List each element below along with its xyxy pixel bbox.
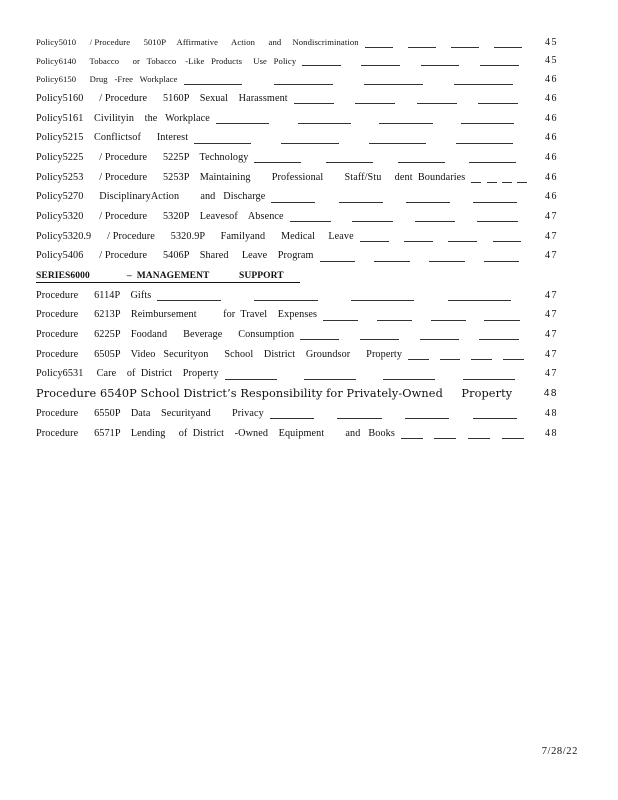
toc-page-number: 46 — [545, 112, 558, 124]
dot-leader — [300, 325, 530, 345]
dot-leader — [365, 33, 530, 52]
toc-page-number: 47 — [545, 348, 558, 360]
dot-leader — [360, 226, 530, 246]
toc-entry-title: Policy6531 Care of District Property — [36, 368, 219, 380]
dot-leader — [323, 305, 530, 325]
toc-entry-title: Procedure 6225P Foodand Beverage Consumption — [36, 329, 295, 341]
dot-leader — [184, 70, 530, 89]
toc-entry — [36, 167, 558, 187]
series-heading — [36, 266, 558, 286]
dot-leader — [216, 108, 530, 128]
toc-entry — [36, 246, 558, 266]
toc-page-number: 47 — [545, 230, 558, 242]
toc-entry — [36, 285, 558, 305]
dot-leader — [271, 187, 530, 207]
toc-entry — [36, 33, 558, 52]
dot-leader — [225, 364, 530, 384]
toc-entry-title: Policy5320.9 / Procedure 5320.9P Familyand Medical Leave — [36, 230, 354, 242]
dot-leader — [471, 167, 530, 187]
toc-entry — [36, 128, 558, 148]
toc-page-number: 48 — [545, 407, 558, 419]
toc-entry-title: Policy6150 Drug -Free Workplace — [36, 74, 178, 85]
toc-entry-title: Policy5320 / Procedure 5320P Leavesof Absence — [36, 210, 284, 222]
toc-page-number: 47 — [545, 368, 558, 380]
dot-leader — [302, 52, 530, 71]
toc-entry — [36, 52, 558, 71]
toc-page-number: 46 — [545, 92, 558, 104]
toc-entry — [36, 148, 558, 168]
toc-page-number: 46 — [545, 151, 558, 163]
toc-entry-title: SERIES6000 – MANAGEMENT SUPPORT — [36, 270, 284, 281]
toc-entry-title: Policy5161 Civilityin the Workplace — [36, 112, 210, 124]
toc-page-number: 47 — [545, 309, 558, 321]
toc-entry-title: Policy5010 / Procedure 5010P Affirmative Action and Nondiscrimination — [36, 37, 359, 48]
toc-page-number: 47 — [545, 250, 558, 262]
toc-entry-title: Policy5160 / Procedure 5160P Sexual Harassment — [36, 92, 288, 104]
toc-entry — [36, 108, 558, 128]
toc-entry-title: Policy6140 Tobacco or Tobacco -Like Products Use Policy — [36, 55, 297, 66]
dot-leader — [290, 207, 530, 227]
toc-page-number: 46 — [545, 191, 558, 203]
series-underline — [36, 282, 300, 283]
toc-page-number: 45 — [545, 36, 558, 48]
dot-leader — [270, 404, 530, 424]
toc-entry — [36, 364, 558, 384]
toc-page-number: 45 — [545, 55, 558, 67]
dot-leader — [194, 128, 530, 148]
toc-entry — [36, 187, 558, 207]
toc-page-number: 46 — [545, 73, 558, 85]
dot-leader — [408, 344, 530, 364]
toc-entry — [36, 344, 558, 364]
toc-entry — [36, 384, 558, 404]
toc-entry-title: Procedure 6114P Gifts — [36, 289, 152, 301]
footer-date: 7/28/22 — [541, 746, 578, 757]
toc-entry — [36, 423, 558, 443]
toc-entry-title: Policy5253 / Procedure 5253P Maintaining Professional Staff/Stu dent Boundaries — [36, 171, 466, 183]
toc-entry — [36, 325, 558, 345]
toc-page-number: 46 — [545, 171, 558, 183]
toc-page-number: 47 — [545, 289, 558, 301]
toc-entry-title: Policy5225 / Procedure 5225P Technology — [36, 151, 249, 163]
toc-entry — [36, 89, 558, 109]
table-of-contents — [36, 33, 558, 443]
dot-leader — [320, 246, 530, 266]
toc-entry-title: Procedure 6550P Data Securityand Privacy — [36, 407, 264, 419]
toc-entry-title: Procedure 6540P School District’s Responsibility for Privately-Owned Property — [36, 387, 513, 401]
toc-entry-title: Policy5215 Conflictsof Interest — [36, 132, 189, 144]
toc-entry-title: Policy5270 DisciplinaryAction and Discharge — [36, 191, 266, 203]
dot-leader — [254, 148, 530, 168]
toc-page-number: 46 — [545, 132, 558, 144]
toc-entry-title: Procedure 6213P Reimbursement for Travel Expenses — [36, 309, 318, 321]
toc-entry — [36, 226, 558, 246]
toc-page-number: 47 — [545, 329, 558, 341]
toc-entry-title: Procedure 6505P Video Securityon School District Groundsor Property — [36, 348, 403, 360]
dot-leader — [294, 89, 530, 109]
toc-entry — [36, 70, 558, 89]
toc-page-number: 48 — [543, 388, 558, 400]
toc-entry — [36, 207, 558, 227]
toc-entry — [36, 404, 558, 424]
toc-entry-title: Policy5406 / Procedure 5406P Shared Leave Program — [36, 250, 314, 262]
toc-entry-title: Procedure 6571P Lending of District -Owned Equipment and Books — [36, 427, 395, 439]
dot-leader — [401, 423, 530, 443]
dot-leader — [157, 285, 530, 305]
toc-page-number: 48 — [545, 427, 558, 439]
toc-page-number: 47 — [545, 210, 558, 222]
toc-entry — [36, 305, 558, 325]
